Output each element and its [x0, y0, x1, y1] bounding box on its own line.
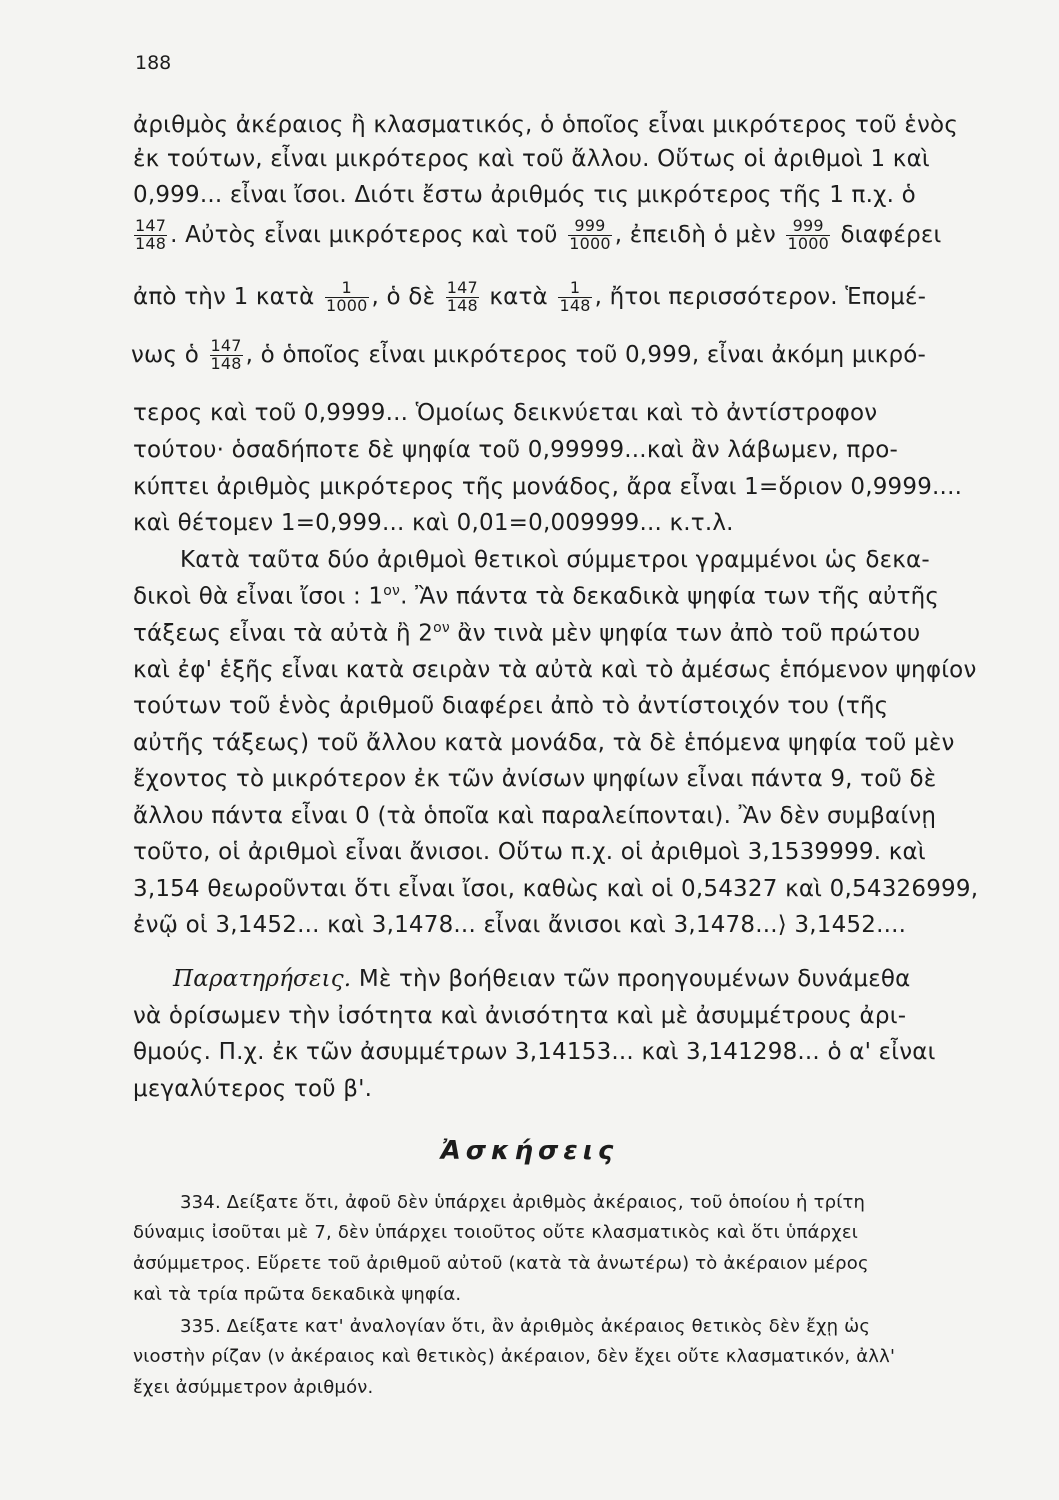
- text-line: καὶ ἐφ' ἑξῆς εἶναι κατὰ σειρὰν τὰ αὐτὰ καὶ τὸ ἀμέσως ἑπόμενον ψηφίον: [133, 657, 977, 683]
- text-line: ἐνῷ οἱ 3,1452... καὶ 3,1478... εἶναι ἄνισοι καὶ 3,1478...⟩ 3,1452....: [133, 912, 907, 938]
- fraction: $\frac{999}{1000}$: [569, 216, 611, 253]
- fraction: $\frac{147}{148}$: [446, 278, 478, 315]
- text-line: νὰ ὁρίσωμεν τὴν ἰσότητα καὶ ἀνισότητα καὶ μὲ ἀσυμμέτρους ἀρι-: [133, 1003, 907, 1029]
- text-line: ἐκ τούτων, εἶναι μικρότερος καὶ τοῦ ἄλλου. Οὕτως οἱ ἀριθμοὶ 1 καὶ: [133, 146, 930, 172]
- text-line: Κατὰ ταῦτα δύο ἀριθμοὶ θετικοὶ σύμμετροι γραμμένοι ὡς δεκα-: [180, 547, 930, 573]
- text-line: δικοὶ θὰ εἶναι ἴσοι : $1^{o\nu}$. Ἂν πάντα τὰ δεκαδικὰ ψηφία των τῆς αὐτῆς: [133, 583, 940, 610]
- text-line: ἔχοντος τὸ μικρότερον ἐκ τῶν ἀνίσων ψηφίων εἶναι πάντα 9, τοῦ δὲ: [133, 766, 937, 792]
- exercise-334-line: δύναμις ἰσοῦται μὲ 7, δὲν ὑπάρχει τοιοῦτος οὔτε κλασματικὸς καὶ ὅτι ὑπάρχει: [133, 1222, 859, 1243]
- text-line: Παρατηρήσεις. Μὲ τὴν βοήθειαν τῶν προηγουμένων δυνάμεθα: [173, 966, 911, 992]
- fraction: $\frac{147}{148}$: [135, 216, 167, 253]
- text-line: αὐτῆς τάξεως) τοῦ ἄλλου κατὰ μονάδα, τὰ δὲ ἑπόμενα ψηφία τοῦ μὲν: [133, 730, 955, 756]
- text-line: κύπτει ἀριθμὸς μικρότερος τῆς μονάδος, ἄρα εἶναι 1=ὅριον 0,9999....: [133, 474, 963, 500]
- page-number: 188: [135, 52, 172, 74]
- text-line: τάξεως εἶναι τὰ αὐτὰ ἢ $2^{o\nu}$ ἂν τινὰ μὲν ψηφία των ἀπὸ τοῦ πρώτου: [133, 620, 921, 647]
- exercise-334-line: καὶ τὰ τρία πρῶτα δεκαδικὰ ψηφία.: [133, 1284, 462, 1305]
- text-line-with-fractions: ἀπὸ τὴν 1 κατὰ $\frac{1}{1000}$ , ὁ δὲ $\frac{147}{148}$ κατὰ $\frac{1}{148}$ , ἤτοι περισσότερον. Ἑπομέ-: [133, 278, 927, 315]
- fraction: $\frac{1}{1000}$: [325, 278, 368, 315]
- fraction: $\frac{999}{1000}$: [787, 216, 829, 253]
- text-line: καὶ θέτομεν 1=0,999... καὶ 0,01=0,009999... κ.τ.λ.: [133, 510, 734, 536]
- text-line: μεγαλύτερος τοῦ β'.: [133, 1076, 373, 1102]
- exercise-335-line: νιοστὴν ρίζαν (ν ἀκέραιος καὶ θετικὸς) ἀκέραιον, δὲν ἔχει οὔτε κλασματικόν, ἀλλ': [133, 1346, 896, 1367]
- text-line: τούτου· ὁσαδήποτε δὲ ψηφία τοῦ 0,99999...καὶ ἂν λάβωμεν, προ-: [133, 437, 899, 463]
- exercise-334-line: ἀσύμμετρος. Εὕρετε τοῦ ἀριθμοῦ αὐτοῦ (κατὰ τὰ ἀνωτέρω) τὸ ἀκέραιον μέρος: [133, 1253, 869, 1274]
- section-title: Ἀσκήσεις: [440, 1136, 619, 1166]
- text-line: τούτων τοῦ ἑνὸς ἀριθμοῦ διαφέρει ἀπὸ τὸ ἀντίστοιχόν του (τῆς: [133, 693, 889, 719]
- text-line: 3,154 θεωροῦνται ὅτι εἶναι ἴσοι, καθὼς καὶ οἱ 0,54327 καὶ 0,54326999,: [133, 876, 979, 902]
- text-line: τερος καὶ τοῦ 0,9999... Ὁμοίως δεικνύεται καὶ τὸ ἀντίστροφον: [133, 400, 878, 426]
- text-line: θμούς. Π.χ. ἐκ τῶν ἀσυμμέτρων 3,14153... καὶ 3,141298... ὁ α' εἶναι: [133, 1039, 936, 1065]
- text-line-with-fractions: νως ὁ $\frac{147}{148}$ , ὁ ὁποῖος εἶναι μικρότερος τοῦ 0,999, εἶναι ἀκόμη μικρό-: [131, 336, 927, 373]
- text-line: ἀριθμὸς ἀκέραιος ἢ κλασματικός, ὁ ὁποῖος εἶναι μικρότερος τοῦ ἑνὸς: [133, 112, 959, 138]
- exercise-334-line: 334. Δείξατε ὅτι, ἀφοῦ δὲν ὑπάρχει ἀριθμὸς ἀκέραιος, τοῦ ὁποίου ἡ τρίτη: [180, 1192, 866, 1213]
- exercise-335-line: ἔχει ἀσύμμετρον ἀριθμόν.: [133, 1377, 374, 1398]
- fraction: $\frac{1}{148}$: [559, 278, 591, 315]
- text-line: τοῦτο, οἱ ἀριθμοὶ εἶναι ἄνισοι. Οὕτω π.χ. οἱ ἀριθμοὶ 3,1539999. καὶ: [133, 839, 926, 865]
- observations-label: Παρατηρήσεις.: [173, 966, 352, 992]
- text-line-with-fractions: $\frac{147}{148}$ . Αὐτὸς εἶναι μικρότερος καὶ τοῦ $\frac{999}{1000}$ , ἐπειδὴ ὁ μὲν $\frac{999}{1000}$ διαφέρει: [135, 216, 942, 253]
- exercise-335-line: 335. Δείξατε κατ' ἀναλογίαν ὅτι, ἂν ἀριθμὸς ἀκέραιος θετικὸς δὲν ἔχῃ ὡς: [180, 1316, 871, 1337]
- fraction: $\frac{147}{148}$: [210, 336, 242, 373]
- text-line: ἄλλου πάντα εἶναι 0 (τὰ ὁποῖα καὶ παραλείπονται). Ἂν δὲν συμβαίνῃ: [133, 803, 937, 829]
- text-line: 0,999... εἶναι ἴσοι. Διότι ἔστω ἀριθμός τις μικρότερος τῆς 1 π.χ. ὁ: [133, 182, 916, 208]
